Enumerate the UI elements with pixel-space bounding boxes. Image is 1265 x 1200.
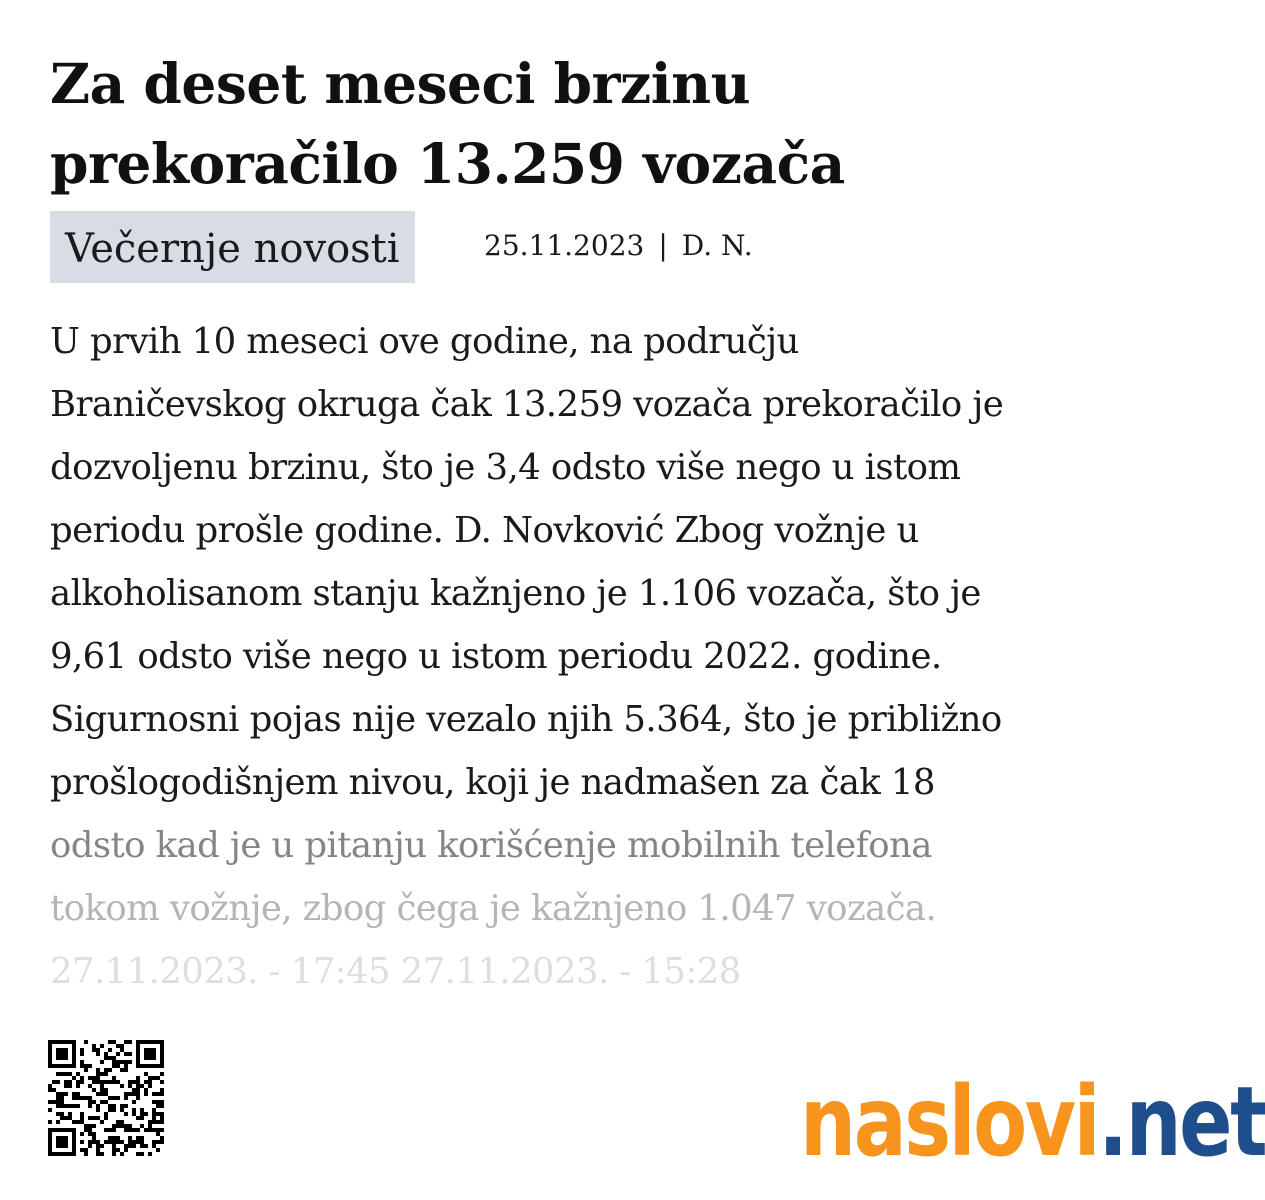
publish-date: 25.11.2023 xyxy=(484,229,645,262)
title-line-2: prekoračilo 13.259 vozača xyxy=(50,131,845,196)
body-line: prošlogodišnjem nivou, koji je nadmašen za čak 18 xyxy=(50,762,935,803)
body-line: dozvoljenu brzinu, što je 3,4 odsto više nego u istom xyxy=(50,447,961,488)
qr-code-icon[interactable] xyxy=(48,1040,164,1156)
source-badge[interactable]: Večernje novosti xyxy=(50,211,415,283)
article-meta xyxy=(484,226,753,266)
article-title xyxy=(50,44,1160,204)
body-line: periodu prošle godine. D. Novković Zbog vožnje u xyxy=(50,510,919,551)
naslovi-net-logo[interactable] xyxy=(800,1062,1265,1178)
body-line-faded: odsto kad je u pitanju korišćenje mobilnih telefona xyxy=(50,825,932,866)
body-line: Braničevskog okruga čak 13.259 vozača prekoračilo je xyxy=(50,384,1004,425)
timestamps-line-faded: 27.11.2023. - 17:45 27.11.2023. - 15:28 xyxy=(50,951,741,992)
article-body xyxy=(50,310,1160,1003)
body-line-faded: tokom vožnje, zbog čega je kažnjeno 1.047 vozača. xyxy=(50,888,937,929)
body-line: alkoholisanom stanju kažnjeno je 1.106 vozača, što je xyxy=(50,573,981,614)
logo-part-net: .net xyxy=(1098,1066,1265,1178)
meta-separator: | xyxy=(658,229,668,262)
body-line: Sigurnosni pojas nije vezalo njih 5.364, što je približno xyxy=(50,699,1002,740)
body-line: 9,61 odsto više nego u istom periodu 2022. godine. xyxy=(50,636,942,677)
body-line: U prvih 10 meseci ove godine, na području xyxy=(50,321,799,362)
logo-part-naslovi: naslovi xyxy=(800,1066,1099,1178)
qr-code-graphic xyxy=(48,1040,164,1156)
title-line-1: Za deset meseci brzinu xyxy=(50,51,751,116)
author: D. N. xyxy=(681,229,753,262)
